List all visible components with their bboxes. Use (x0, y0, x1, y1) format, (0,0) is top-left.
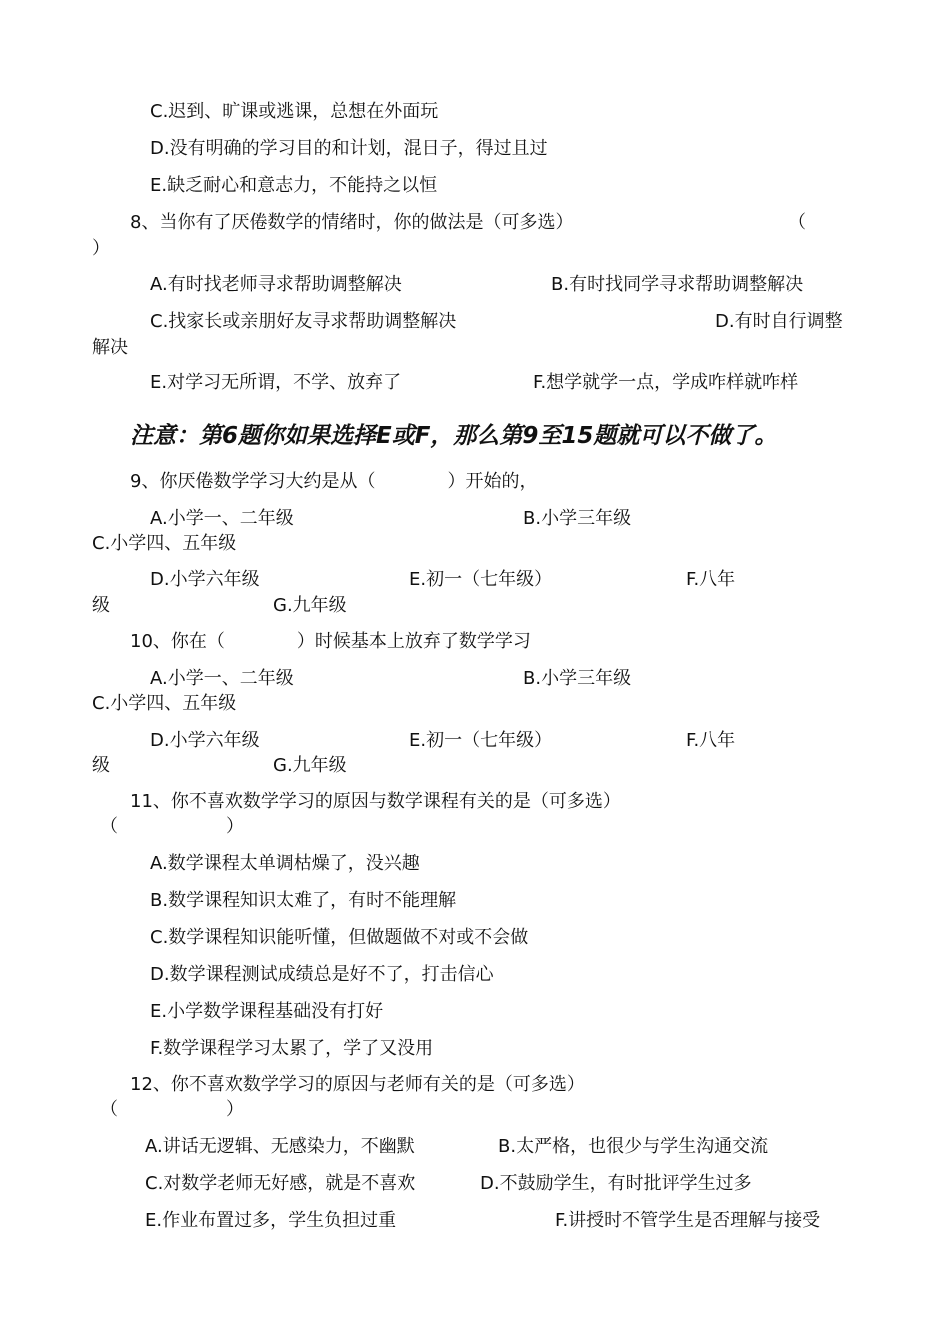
q12-option-b: B.太严格，也很少与学生沟通交流 (498, 1136, 769, 1157)
q10-option-f: F.八年 (686, 730, 736, 751)
q8-option-f: F.想学就学一点，学成咋样就咋样 (533, 372, 799, 393)
q12-answer-paren: （ ） (100, 1099, 244, 1120)
q10-option-d: D.小学六年级 (150, 730, 260, 751)
q11-option-e: E.小学数学课程基础没有打好 (150, 1001, 384, 1022)
q8-paren-close: ） (92, 238, 110, 259)
q10-option-f-wrap: 级 (92, 755, 110, 776)
q8-paren-open: （ (788, 212, 806, 233)
q12-option-a: A.讲话无逻辑、无感染力，不幽默 (145, 1136, 415, 1157)
q8-option-d-wrap: 解决 (92, 337, 128, 358)
q9-option-c: C.小学四、五年级 (92, 533, 237, 554)
q7-option-d: D.没有明确的学习目的和计划，混日子，得过且过 (150, 138, 548, 159)
q10-option-e: E.初一（七年级） (409, 730, 553, 751)
q12-option-d: D.不鼓励学生，有时批评学生过多 (480, 1173, 752, 1194)
q12-option-e: E.作业布置过多，学生负担过重 (145, 1210, 397, 1231)
q11-option-b: B.数学课程知识太难了，有时不能理解 (150, 890, 457, 911)
q10-option-g: G.九年级 (273, 755, 347, 776)
q8-stem: 8、当你有了厌倦数学的情绪时，你的做法是（可多选） (130, 212, 574, 233)
q11-answer-paren: （ ） (100, 816, 244, 837)
q11-option-d: D.数学课程测试成绩总是好不了，打击信心 (150, 964, 494, 985)
q12-option-c: C.对数学老师无好感，就是不喜欢 (145, 1173, 416, 1194)
q9-stem: 9、你厌倦数学学习大约是从（ ）开始的， (130, 471, 538, 492)
q11-stem: 11、你不喜欢数学学习的原因与数学课程有关的是（可多选） (130, 791, 621, 812)
q8-option-d: D.有时自行调整 (715, 311, 843, 332)
q9-option-g: G.九年级 (273, 595, 347, 616)
q8-option-a: A.有时找老师寻求帮助调整解决 (150, 274, 402, 295)
q9-option-f-wrap: 级 (92, 595, 110, 616)
q9-option-d: D.小学六年级 (150, 569, 260, 590)
q11-option-a: A.数学课程太单调枯燥了，没兴趣 (150, 853, 420, 874)
q8-option-c: C.找家长或亲朋好友寻求帮助调整解决 (150, 311, 457, 332)
q10-option-b: B.小学三年级 (523, 668, 632, 689)
q10-stem: 10、你在（ ）时候基本上放弃了数学学习 (130, 631, 531, 652)
q9-option-b: B.小学三年级 (523, 508, 632, 529)
q11-option-c: C.数学课程知识能听懂，但做题做不对或不会做 (150, 927, 529, 948)
q9-option-f: F.八年 (686, 569, 736, 590)
q8-option-b: B.有时找同学寻求帮助调整解决 (551, 274, 804, 295)
q8-option-e: E.对学习无所谓，不学、放弃了 (150, 372, 402, 393)
q12-option-f: F.讲授时不管学生是否理解与接受 (555, 1210, 821, 1231)
q10-option-c: C.小学四、五年级 (92, 693, 237, 714)
note-heading: 注意：第6题你如果选择E或F，那么第9至15题就可以不做了。 (130, 423, 778, 449)
q9-option-a: A.小学一、二年级 (150, 508, 294, 529)
q11-option-f: F.数学课程学习太累了，学了又没用 (150, 1038, 434, 1059)
q12-stem: 12、你不喜欢数学学习的原因与老师有关的是（可多选） (130, 1074, 585, 1095)
q7-option-e: E.缺乏耐心和意志力，不能持之以恒 (150, 175, 438, 196)
q10-option-a: A.小学一、二年级 (150, 668, 294, 689)
q9-option-e: E.初一（七年级） (409, 569, 553, 590)
q7-option-c: C.迟到、旷课或逃课，总想在外面玩 (150, 101, 439, 122)
